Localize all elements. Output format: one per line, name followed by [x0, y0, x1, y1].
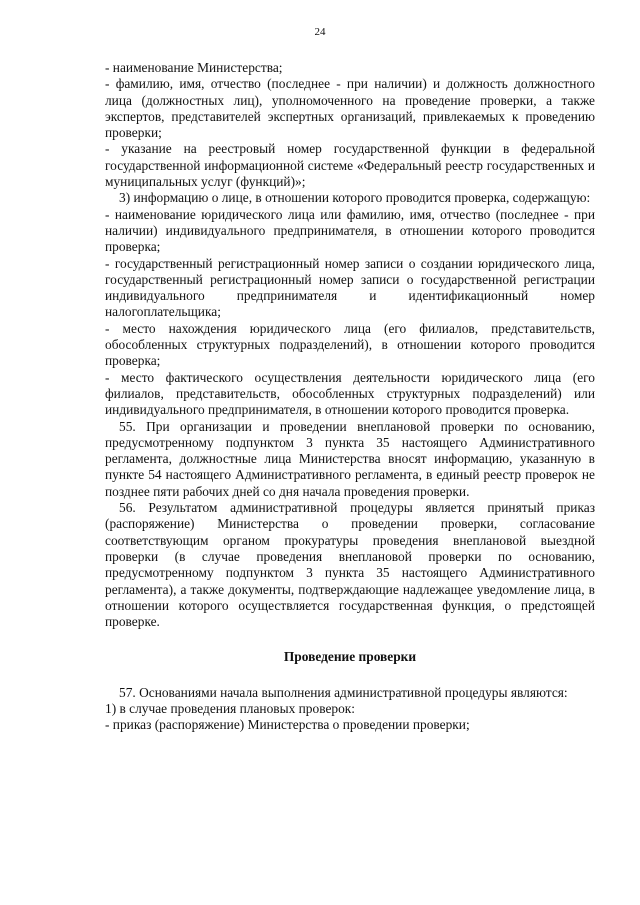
paragraph: 1) в случае проведения плановых проверок:: [105, 700, 356, 716]
paragraph: 56. Результатом административной процедуры является принятый приказ (распоряжение) Министерства о проведении проверки, согласование соответствующим органом прокуратуры проведения внеплановой выездной проверки (в случае проведения внеплановой проверки по основанию, предусмотренному подпунктом 3 пункта 35 настоящего Административного регламента), а также документы, подтверждающие надлежащее уведомление лица, в отношении которого осуществляется государственная функция, о предстоящей проверке.: [105, 500, 595, 630]
paragraph: - фамилию, имя, отчество (последнее - при наличии) и должность должностного лица (должностных лиц), уполномоченного на проведение проверки, а также экспертов, представителей экспертных организаций, привлекаемых к проведению проверки;: [105, 76, 595, 141]
paragraph: - указание на реестровый номер государственной функции в федеральной государственной информационной системе «Федеральный реестр государственных и муниципальных услуг (функций)»;: [105, 141, 595, 190]
paragraph: - приказ (распоряжение) Министерства о проведении проверки;: [105, 717, 470, 733]
paragraph: 55. При организации и проведении внеплановой проверки по основанию, предусмотренному подпунктом 3 пункта 35 настоящего Административного регламента, должностные лица Министерства вносят информацию, указанную в пункте 54 настоящего Административного регламента, в единый реестр проверок не позднее пяти рабочих дней со дня начала проведения проверки.: [105, 418, 595, 499]
text-block-bottom: [105, 685, 595, 734]
paragraph: 57. Основаниями начала выполнения административной процедуры являются:: [119, 684, 568, 700]
section-heading: Проведение проверки: [283, 649, 417, 665]
text-block-top: [105, 60, 595, 630]
page-number: 24: [314, 26, 326, 38]
paragraph: 3) информацию о лице, в отношении которого проводится проверка, содержащую:: [119, 190, 591, 206]
document-body: [105, 60, 595, 734]
paragraph: - место фактического осуществления деятельности юридического лица (его филиалов, представительств, обособленных структурных подразделений) или индивидуального предпринимателя, в отношении которого проводится проверка.: [105, 369, 595, 418]
paragraph: - место нахождения юридического лица (его филиалов, представительств, обособленных структурных подразделений), в отношении которого проводится проверка;: [105, 320, 595, 369]
paragraph: - наименование юридического лица или фамилию, имя, отчество (последнее - при наличии) индивидуального предпринимателя, в отношении которого проводится проверка;: [105, 206, 595, 255]
paragraph: - государственный регистрационный номер записи о создании юридического лица, государственный регистрационный номер записи о государственной регистрации индивидуального предпринимателя и идентификационный номер налогоплательщика;: [105, 255, 595, 320]
paragraph: - наименование Министерства;: [105, 60, 283, 75]
